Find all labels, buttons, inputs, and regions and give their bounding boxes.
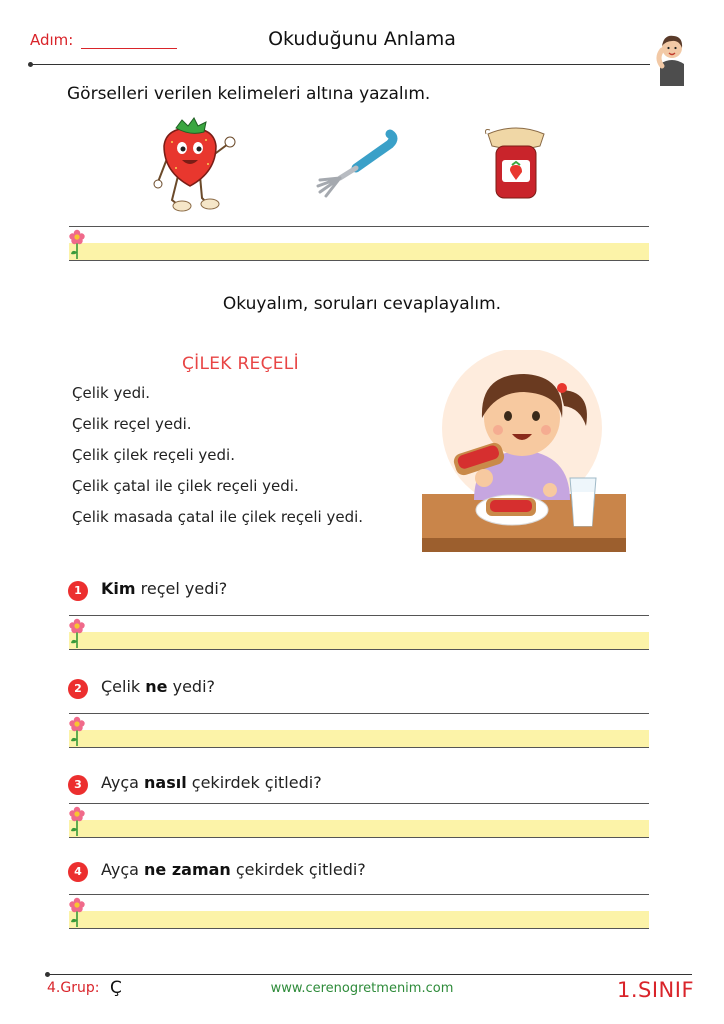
- question-text: Çelik ne yedi?: [101, 677, 216, 696]
- question-number-badge: 4: [68, 862, 88, 882]
- teacher-mascot-icon: [652, 30, 692, 86]
- page-title: Okuduğunu Anlama: [268, 28, 456, 50]
- flower-icon: [69, 715, 85, 747]
- group-label: 4.Grup:: [47, 980, 100, 996]
- group-letter: Ç: [110, 978, 122, 998]
- fork-image: [306, 128, 398, 200]
- grade-label: 1.SINIF: [617, 978, 695, 1002]
- answer-row-2[interactable]: [69, 713, 649, 749]
- write-row-words[interactable]: [69, 226, 649, 262]
- flower-icon: [69, 896, 85, 928]
- story-line: Çelik reçel yedi.: [72, 415, 192, 433]
- question-number-badge: 3: [68, 775, 88, 795]
- name-label: Adım:: [30, 31, 74, 49]
- answer-row-4[interactable]: [69, 894, 649, 930]
- flower-icon: [69, 617, 85, 649]
- question-text: Ayça ne zaman çekirdek çitledi?: [101, 860, 366, 879]
- answer-row-1[interactable]: [69, 615, 649, 651]
- story-line: Çelik masada çatal ile çilek reçeli yedi.: [72, 508, 364, 526]
- instruction-read-answer: Okuyalım, soruları cevaplayalım.: [222, 294, 502, 314]
- header-divider: [30, 64, 650, 65]
- question-text: Kim reçel yedi?: [101, 579, 228, 598]
- question-number-badge: 2: [68, 679, 88, 699]
- answer-row-3[interactable]: [69, 803, 649, 839]
- story-line: Çelik yedi.: [72, 384, 151, 402]
- girl-eating-jam-image: [420, 350, 626, 554]
- story-line: Çelik çatal ile çilek reçeli yedi.: [72, 477, 299, 495]
- strawberry-character-image: [150, 116, 236, 214]
- story-title: ÇİLEK REÇELİ: [182, 354, 299, 374]
- footer-divider: [47, 974, 692, 975]
- flower-icon: [69, 228, 85, 260]
- story-line: Çelik çilek reçeli yedi.: [72, 446, 235, 464]
- jam-jar-image: [482, 120, 550, 204]
- question-text: Ayça nasıl çekirdek çitledi?: [101, 773, 322, 792]
- website-link[interactable]: www.cerenogretmenim.com: [270, 981, 454, 996]
- flower-icon: [69, 805, 85, 837]
- instruction-write-words: Görselleri verilen kelimeleri altına yazalım.: [67, 84, 431, 104]
- question-number-badge: 1: [68, 581, 88, 601]
